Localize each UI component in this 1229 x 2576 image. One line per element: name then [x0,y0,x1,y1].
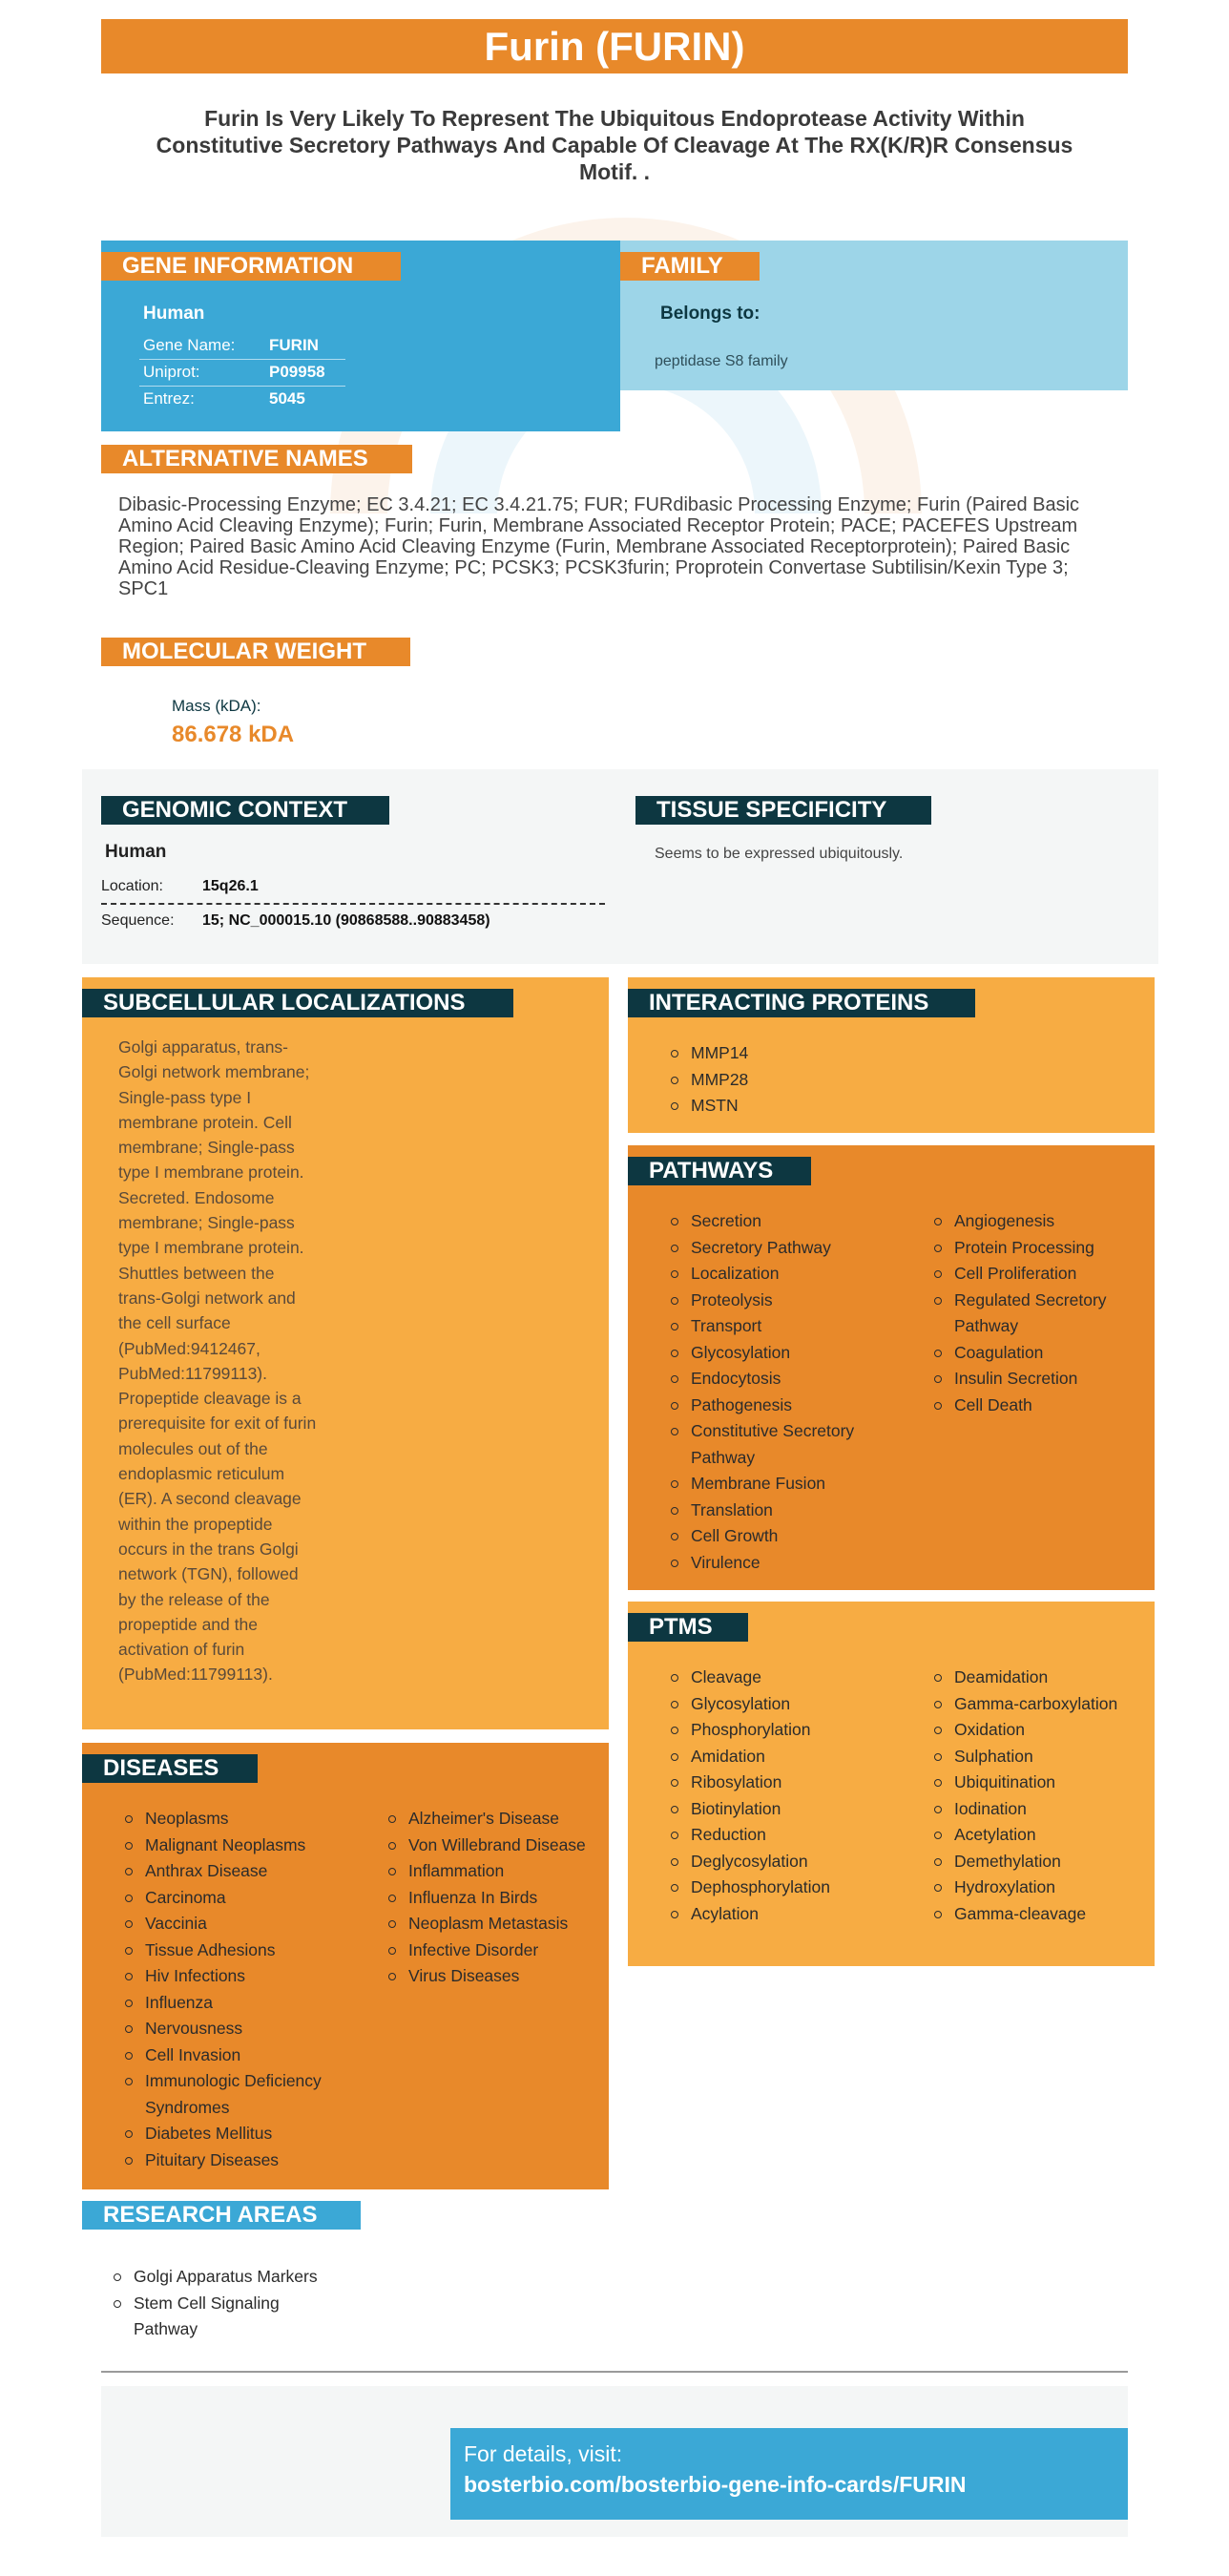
list-item: MSTN [668,1093,748,1120]
list-item: Malignant Neoplasms [122,1833,351,1859]
list-item: Von Willebrand Disease [385,1833,601,1859]
list-item: MMP14 [668,1040,748,1067]
page-title: Furin (FURIN) [101,19,1128,73]
gene-name-value: FURIN [269,336,319,354]
list-item: Nervousness [122,2016,351,2042]
alternative-names-text: Dibasic-Processing Enzyme; EC 3.4.21; EC 3.4.21.75; FUR; FURdibasic Processing Enzyme; Furin (Paired Basic Amino Acid Cleaving Enzyme); Furin; Furin, Membrane Associated Receptor Protein; PACE; PACEFES Upstream Region; Paired Basic Amino Acid Cleaving Enzyme (Furin, Membrane Associated Receptorprotein); Paired Basic Amino Acid Residue-Cleaving Enzyme; PC; PCSK3; PCSK3furin; Proprotein Convertase Subtilisin/Kexin Type 3; SPC1 [118,494,1080,599]
gene-summary: Furin Is Very Likely To Represent The Ubiquitous Endoprotease Activity Within Constitutive Secretory Pathways And Capable Of Cleavage At The RX(K/R)R Consensus Motif. . [156,106,1073,184]
gene-name-label: Gene Name: [143,336,236,354]
sequence-label: Sequence: [101,912,175,929]
family-heading: FAMILY [620,252,760,281]
list-item: Carcinoma [122,1885,351,1912]
molecular-weight-heading: MOLECULAR WEIGHT [101,638,410,666]
genomic-context-heading: GENOMIC CONTEXT [101,796,389,825]
list-item: Ribosylation [668,1770,897,1796]
ptms-list-col2 [931,1665,1141,1927]
uniprot-value: P09958 [269,363,325,381]
list-item: Cell Invasion [122,2042,351,2069]
interacting-proteins-panel [628,977,1155,1133]
list-item: Iodination [931,1796,1141,1823]
list-item: Sulphation [931,1744,1141,1770]
list-item: Influenza In Birds [385,1885,601,1912]
list-item: Glycosylation [668,1340,897,1367]
list-item: Oxidation [931,1717,1141,1744]
list-item: Stem Cell Signaling Pathway [111,2291,340,2343]
tissue-specificity-text: Seems to be expressed ubiquitously. [655,846,904,862]
list-item: Protein Processing [931,1235,1122,1262]
location-row [101,876,605,905]
entrez-row [139,386,345,412]
list-item: Constitutive Secretory Pathway [668,1418,897,1471]
pathways-list-col2 [931,1208,1122,1418]
gene-species: Human [143,304,205,324]
list-item: Coagulation [931,1340,1122,1367]
list-item: Deglycosylation [668,1849,897,1875]
list-item: Glycosylation [668,1691,897,1718]
list-item: Endocytosis [668,1366,897,1393]
gene-name-row [139,332,345,360]
list-item: Ubiquitination [931,1770,1141,1796]
mass-value: 86.678 kDA [172,722,295,747]
subcellular-localizations-heading: SUBCELLULAR LOCALIZATIONS [82,989,513,1017]
interacting-proteins-heading: INTERACTING PROTEINS [628,989,975,1017]
list-item: Pathogenesis [668,1393,897,1419]
diseases-list-col1 [122,1806,351,2173]
list-item: Gamma-cleavage [931,1901,1141,1928]
list-item: Phosphorylation [668,1717,897,1744]
research-areas-list [111,2264,340,2343]
list-item: Diabetes Mellitus [122,2121,351,2147]
diseases-heading: DISEASES [82,1754,258,1783]
list-item: Angiogenesis [931,1208,1122,1235]
entrez-value: 5045 [269,389,305,408]
list-item: Golgi Apparatus Markers [111,2264,340,2291]
family-belongs-label: Belongs to: [660,304,760,324]
list-item: Virulence [668,1550,897,1577]
genomic-tissue-section [82,769,1158,964]
sequence-value: 15; NC_000015.10 (90868588..90883458) [202,912,490,929]
research-areas-heading: RESEARCH AREAS [82,2201,361,2230]
ptms-list-col1 [668,1665,897,1927]
list-item: Membrane Fusion [668,1471,897,1497]
list-item: Influenza [122,1990,351,2017]
diseases-panel [82,1743,609,2189]
family-section [620,241,1128,390]
list-item: Cleavage [668,1665,897,1691]
list-item: Insulin Secretion [931,1366,1122,1393]
list-item: Biotinylation [668,1796,897,1823]
list-item: Vaccinia [122,1911,351,1937]
diseases-list-col2 [385,1806,601,1990]
list-item: Cell Death [931,1393,1122,1419]
ptms-panel [628,1602,1155,1966]
list-item: Hydroxylation [931,1874,1141,1901]
subcellular-localizations-text: Golgi apparatus, trans-Golgi network membrane; Single-pass type I membrane protein. Cell membrane; Single-pass type I membrane protein. Secreted. Endosome membrane; Single-pass type I membrane protein. Shuttles between the trans-Golgi network and the cell surface (PubMed:9412467, PubMed:11799113). Propeptide cleavage is a prerequisite for exit of furin molecules out of the endoplasmic reticulum (ER). A second cleavage within the propeptide occurs in the trans Golgi network (TGN), followed by the release of the propeptide and the activation of furin (PubMed:11799113). [118,1037,317,1685]
gene-information-heading: GENE INFORMATION [101,252,401,281]
list-item: Immunologic Deficiency Syndromes [122,2068,351,2121]
list-item: Inflammation [385,1858,601,1885]
list-item: Gamma-carboxylation [931,1691,1141,1718]
details-url-link[interactable]: bosterbio.com/bosterbio-gene-info-cards/FURIN [464,2472,967,2497]
list-item: Dephosphorylation [668,1874,897,1901]
list-item: Localization [668,1261,897,1288]
list-item: Cell Growth [668,1523,897,1550]
pathways-list-col1 [668,1208,897,1576]
uniprot-row [139,359,345,387]
tissue-specificity-heading: TISSUE SPECIFICITY [635,796,931,825]
list-item: MMP28 [668,1067,748,1094]
pathways-heading: PATHWAYS [628,1157,811,1185]
list-item: Regulated Secretory Pathway [931,1288,1122,1340]
list-item: Reduction [668,1822,897,1849]
pathways-panel [628,1145,1155,1590]
family-value: peptidase S8 family [655,353,788,369]
uniprot-label: Uniprot: [143,363,200,381]
location-label: Location: [101,878,163,894]
details-link-box[interactable] [450,2428,1128,2520]
list-item: Deamidation [931,1665,1141,1691]
list-item: Pituitary Diseases [122,2147,351,2174]
ptms-heading: PTMS [628,1613,748,1642]
list-item: Demethylation [931,1849,1141,1875]
list-item: Anthrax Disease [122,1858,351,1885]
list-item: Hiv Infections [122,1963,351,1990]
list-item: Acylation [668,1901,897,1928]
list-item: Neoplasms [122,1806,351,1833]
list-item: Acetylation [931,1822,1141,1849]
alternative-names-heading: ALTERNATIVE NAMES [101,445,412,473]
details-label: For details, visit: [464,2441,623,2466]
location-value: 15q26.1 [202,878,259,894]
list-item: Secretion [668,1208,897,1235]
entrez-label: Entrez: [143,389,195,408]
mass-label: Mass (kDA): [172,697,261,715]
interacting-proteins-list [668,1040,748,1120]
sequence-row [101,912,605,939]
list-item: Cell Proliferation [931,1261,1122,1288]
list-item: Infective Disorder [385,1937,601,1964]
list-item: Translation [668,1497,897,1524]
list-item: Neoplasm Metastasis [385,1911,601,1937]
list-item: Proteolysis [668,1288,897,1314]
footer-divider [101,2371,1128,2373]
list-item: Tissue Adhesions [122,1937,351,1964]
gene-information-section [101,241,620,431]
genomic-species: Human [105,842,167,862]
list-item: Alzheimer's Disease [385,1806,601,1833]
subcellular-localizations-panel [82,977,609,1729]
list-item: Virus Diseases [385,1963,601,1990]
list-item: Amidation [668,1744,897,1770]
list-item: Secretory Pathway [668,1235,897,1262]
list-item: Transport [668,1313,897,1340]
